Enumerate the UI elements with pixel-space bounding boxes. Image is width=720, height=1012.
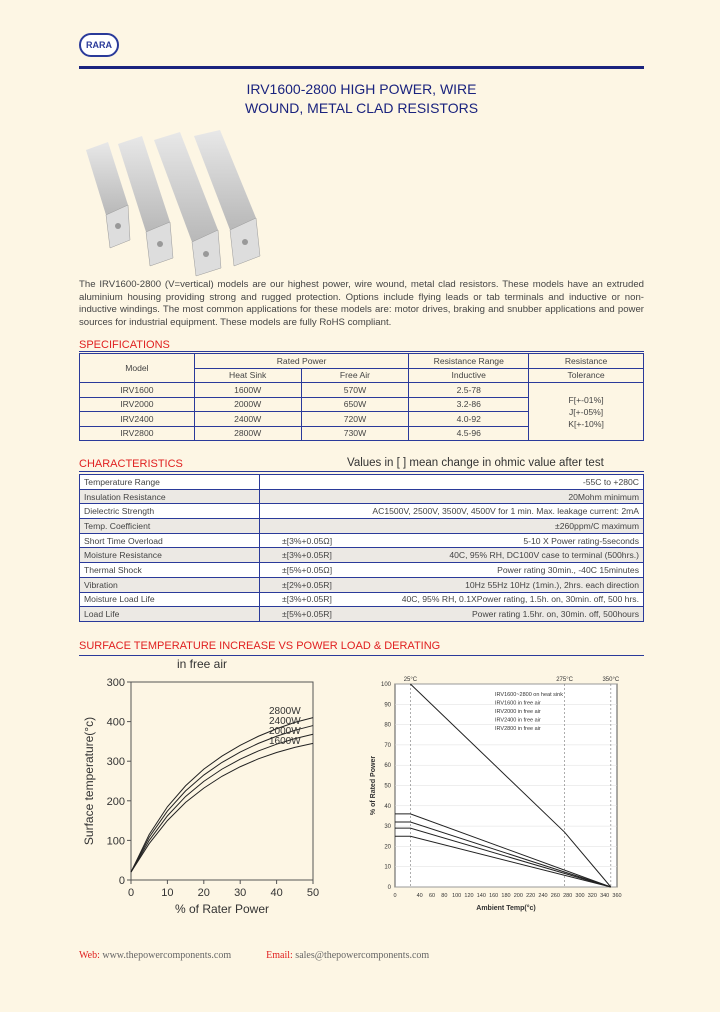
char-value: 40C, 95% RH, DC100V case to terminal (500hrs.) bbox=[449, 550, 639, 561]
product-photo bbox=[78, 130, 273, 280]
company-logo bbox=[79, 33, 119, 57]
char-value-cell bbox=[260, 475, 644, 490]
derating-chart bbox=[365, 670, 635, 915]
table-row bbox=[80, 533, 644, 548]
chart-section-heading: SURFACE TEMPERATURE INCREASE VS POWER LOAD & DERATING bbox=[79, 640, 441, 652]
char-value-cell bbox=[260, 519, 644, 534]
spec-range: 2.5-78 bbox=[409, 383, 529, 398]
x-axis-label: Ambient Temp(°c) bbox=[476, 905, 536, 912]
footer bbox=[79, 950, 644, 961]
spec-range: 4.0-92 bbox=[409, 412, 529, 427]
y-tick-label: 40 bbox=[384, 803, 391, 810]
x-tick-label: 180 bbox=[501, 893, 511, 899]
y-tick-label: 0 bbox=[387, 885, 391, 891]
x-tick-label: 160 bbox=[489, 893, 499, 899]
x-tick-label: 50 bbox=[306, 887, 320, 899]
email-label: Email: bbox=[266, 950, 293, 961]
spec-heat-sink: 1600W bbox=[194, 383, 301, 398]
spec-free-air: 720W bbox=[301, 412, 409, 427]
table-row bbox=[80, 563, 644, 578]
spec-free-air: 570W bbox=[301, 383, 409, 398]
y-tick-label: 200 bbox=[106, 795, 125, 808]
top-marker-label: 275°C bbox=[556, 677, 573, 683]
x-tick-label: 0 bbox=[393, 893, 397, 899]
spec-model: IRV2800 bbox=[80, 426, 195, 441]
y-tick-label: 100 bbox=[106, 835, 125, 848]
char-value-cell bbox=[260, 592, 644, 607]
table-row bbox=[80, 504, 644, 519]
char-label: Insulation Resistance bbox=[80, 489, 260, 504]
x-tick-label: 340 bbox=[600, 893, 610, 899]
char-label: Load Life bbox=[80, 607, 260, 622]
y-tick-label: 0 bbox=[118, 875, 125, 887]
y-tick-label: 300 bbox=[106, 756, 125, 769]
x-tick-label: 300 bbox=[575, 893, 585, 899]
y-axis-label: Surface temperature(°c) bbox=[82, 716, 96, 846]
spec-header-tolerance: Tolerance bbox=[529, 368, 644, 383]
spec-model: IRV2000 bbox=[80, 397, 195, 412]
x-tick-label: 30 bbox=[234, 887, 247, 899]
specifications-heading: SPECIFICATIONS bbox=[79, 339, 170, 351]
legend-entry: IRV1600 in free air bbox=[495, 700, 541, 707]
top-marker-label: 25°C bbox=[403, 677, 418, 683]
y-axis-label: % of Rated Power bbox=[370, 755, 377, 816]
spec-heat-sink: 2000W bbox=[194, 397, 301, 412]
y-tick-label: 90 bbox=[384, 702, 391, 709]
char-label: Temp. Coefficient bbox=[80, 519, 260, 534]
y-tick-label: 30 bbox=[384, 824, 391, 831]
char-label: Thermal Shock bbox=[80, 563, 260, 578]
y-tick-label: 80 bbox=[384, 722, 391, 729]
title-line-1: IRV1600-2800 HIGH POWER, WIRE bbox=[246, 81, 477, 97]
spec-header-row bbox=[80, 354, 644, 369]
table-row bbox=[80, 383, 644, 398]
char-label: Vibration bbox=[80, 577, 260, 592]
char-change: ±[5%+0.05Ω] bbox=[282, 564, 333, 575]
y-tick-label: 10 bbox=[384, 864, 391, 871]
series-label: 2400W bbox=[269, 716, 301, 727]
series-label: 2800W bbox=[269, 706, 301, 717]
surface-temperature-chart bbox=[79, 656, 339, 926]
header-rule bbox=[79, 66, 644, 69]
spec-header-rated-power: Rated Power bbox=[194, 354, 409, 369]
x-tick-label: 60 bbox=[428, 893, 436, 899]
spec-model: IRV1600 bbox=[80, 383, 195, 398]
series-label: 2000W bbox=[269, 726, 301, 737]
char-label: Dielectric Strength bbox=[80, 504, 260, 519]
spec-tolerance-cell bbox=[529, 383, 644, 441]
char-value: 20Mohm minimum bbox=[568, 491, 639, 502]
spec-header-resistance-range: Resistance Range bbox=[409, 354, 529, 369]
x-tick-label: 80 bbox=[441, 893, 448, 899]
char-value: -55C to +280C bbox=[582, 476, 639, 487]
web-link[interactable]: www.thepowercomponents.com bbox=[102, 950, 232, 961]
x-axis-label: % of Rater Power bbox=[174, 902, 270, 916]
spec-free-air: 730W bbox=[301, 426, 409, 441]
x-tick-label: 200 bbox=[513, 893, 523, 899]
spec-heat-sink: 2800W bbox=[194, 426, 301, 441]
x-tick-label: 140 bbox=[476, 893, 486, 899]
x-tick-label: 360 bbox=[612, 893, 622, 899]
series-line bbox=[131, 734, 313, 872]
char-label: Moisture Load Life bbox=[80, 592, 260, 607]
table-row bbox=[80, 607, 644, 622]
characteristics-rule bbox=[79, 471, 644, 472]
x-tick-label: 320 bbox=[587, 893, 597, 899]
specifications-rule bbox=[79, 351, 644, 352]
char-value-cell bbox=[260, 533, 644, 548]
series-line bbox=[131, 726, 313, 873]
spec-header-resistance: Resistance bbox=[529, 354, 644, 369]
y-tick-label: 70 bbox=[384, 742, 391, 749]
x-tick-label: 280 bbox=[563, 893, 573, 899]
tolerance-f: F[+-01%] bbox=[568, 394, 604, 405]
y-tick-label: 300 bbox=[106, 677, 125, 689]
x-tick-label: 20 bbox=[197, 887, 210, 899]
legend-entry: IRV2800 in free air bbox=[495, 726, 541, 732]
x-tick-label: 40 bbox=[270, 887, 283, 899]
y-tick-label: 400 bbox=[106, 716, 125, 729]
table-row bbox=[80, 577, 644, 592]
tolerance-j: J[+-05%] bbox=[569, 406, 604, 417]
title-line-2: WOUND, METAL CLAD RESISTORS bbox=[244, 100, 479, 116]
y-tick-label: 50 bbox=[384, 783, 391, 790]
char-change: ±[3%+0.05R] bbox=[282, 594, 332, 605]
spec-free-air: 650W bbox=[301, 397, 409, 412]
char-value: Power rating 30min., -40C 15minutes bbox=[497, 564, 639, 575]
table-row bbox=[80, 519, 644, 534]
tolerance-k: K[+-10%] bbox=[568, 418, 604, 429]
char-change: ±[3%+0.05Ω] bbox=[282, 535, 333, 546]
characteristics-table bbox=[79, 474, 644, 622]
char-value-cell bbox=[260, 607, 644, 622]
spec-header-free-air: Free Air bbox=[301, 368, 409, 383]
chart-title: in free air bbox=[176, 657, 228, 671]
char-value-cell bbox=[260, 489, 644, 504]
table-row bbox=[80, 548, 644, 563]
spec-header-heat-sink: Heat Sink bbox=[194, 368, 301, 383]
x-tick-label: 0 bbox=[127, 887, 135, 899]
legend-entry: IRV2000 in free air bbox=[495, 709, 541, 715]
x-tick-label: 260 bbox=[550, 893, 560, 899]
series-label: 1600W bbox=[269, 736, 301, 747]
characteristics-heading: CHARACTERISTICS bbox=[79, 458, 183, 470]
x-tick-label: 10 bbox=[161, 887, 174, 899]
table-row bbox=[80, 592, 644, 607]
x-tick-label: 40 bbox=[416, 893, 423, 899]
web-label: Web: bbox=[79, 950, 100, 961]
char-value-cell bbox=[260, 563, 644, 578]
y-tick-label: 60 bbox=[384, 763, 391, 770]
legend-entry: IRV2400 in free air bbox=[495, 717, 541, 724]
spec-heat-sink: 2400W bbox=[194, 412, 301, 427]
char-value-cell bbox=[260, 548, 644, 563]
spec-range: 4.5-96 bbox=[409, 426, 529, 441]
top-marker-label: 350°C bbox=[602, 677, 620, 683]
char-change: ±[5%+0.05R] bbox=[282, 609, 332, 620]
char-label: Moisture Resistance bbox=[80, 548, 260, 563]
x-tick-label: 120 bbox=[464, 893, 474, 899]
legend-entry: IRV1600~2800 on heat sink bbox=[495, 692, 563, 698]
table-row bbox=[80, 475, 644, 490]
char-value: ±260ppm/C maximum bbox=[555, 520, 639, 531]
spec-range: 3.2-86 bbox=[409, 397, 529, 412]
specifications-table bbox=[79, 353, 644, 441]
char-value: 40C, 95% RH, 0.1XPower rating, 1.5h. on, 30min. off, 500 hrs. bbox=[401, 594, 639, 605]
char-value: 10Hz 55Hz 10Hz (1min.), 2hrs. each direction bbox=[465, 579, 639, 590]
x-tick-label: 240 bbox=[538, 893, 548, 899]
char-value-cell bbox=[260, 577, 644, 592]
char-label: Temperature Range bbox=[80, 475, 260, 490]
char-value: 5-10 X Power rating-5seconds bbox=[523, 535, 639, 546]
char-value-cell bbox=[260, 504, 644, 519]
spec-model: IRV2400 bbox=[80, 412, 195, 427]
char-change: ±[2%+0.05R] bbox=[282, 579, 332, 590]
char-label: Short Time Overload bbox=[80, 533, 260, 548]
page-title bbox=[79, 80, 644, 118]
spec-header-model: Model bbox=[80, 354, 195, 383]
x-tick-label: 100 bbox=[452, 893, 462, 899]
logo-text: RARA bbox=[86, 40, 112, 50]
email-link[interactable]: sales@thepowercomponents.com bbox=[295, 950, 430, 961]
table-row bbox=[80, 489, 644, 504]
intro-paragraph: The IRV1600-2800 (V=vertical) models are our highest power, wire wound, metal clad resistors. These models have an extruded aluminium housing providing strong and rugged protection. Options include flying leads or tab terminals and inductive or non-inductive windings. The most common applications for these models are: motor drives, braking and snubber applications and power sources for industrial equipment. These models are fully RoHS compliant. bbox=[79, 279, 644, 328]
spec-header-inductive: Inductive bbox=[409, 368, 529, 383]
y-tick-label: 20 bbox=[384, 844, 391, 851]
char-change: ±[3%+0.05R] bbox=[282, 550, 332, 561]
characteristics-note: Values in [ ] mean change in ohmic value after test bbox=[347, 457, 604, 469]
char-value: AC1500V, 2500V, 3500V, 4500V for 1 min. Max. leakage current: 2mA bbox=[372, 506, 639, 517]
x-tick-label: 220 bbox=[526, 893, 536, 899]
char-value: Power rating 1.5hr. on, 30min. off, 500hours bbox=[471, 609, 639, 620]
y-tick-label: 100 bbox=[380, 682, 391, 688]
